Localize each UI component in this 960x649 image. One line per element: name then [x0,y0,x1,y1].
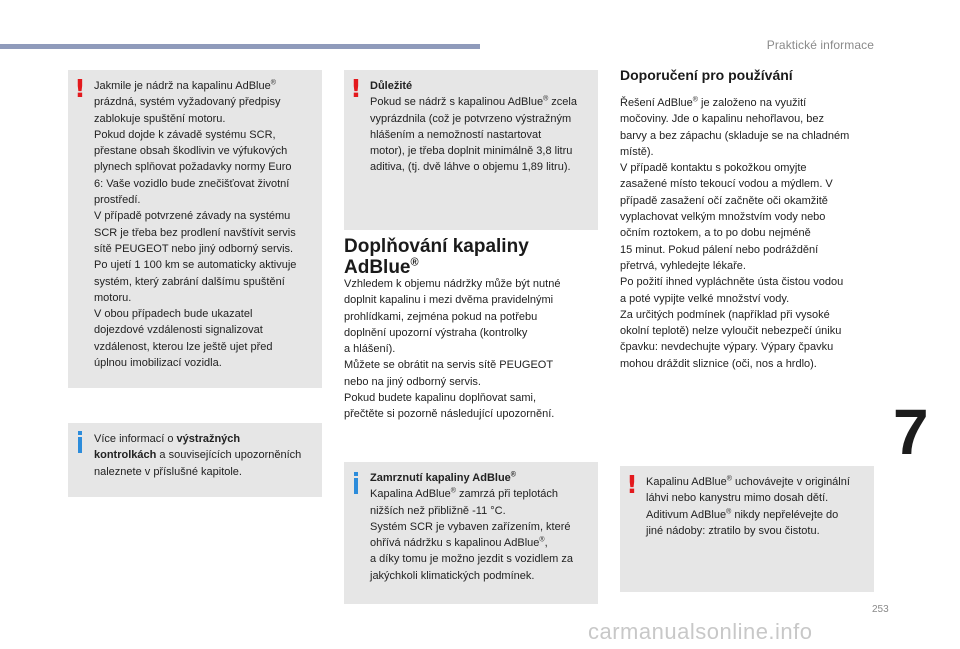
section-heading-recommendations: Doporučení pro používání [620,67,793,83]
warning-line: přestane obsah škodlivin ve výfukových [94,145,288,158]
section-heading-refill: Doplňování kapaliny AdBlue® [344,236,529,278]
warning-icon: ! [350,74,362,103]
body-line: vyplachovat velkým množstvím vody nebo [620,211,826,224]
freeze-line: a díky tomu je možno jezdit s vozidlem za [370,553,573,566]
info-line: Více informací o výstražných [94,433,241,445]
body-line: doplnění upozorní výstraha (kontrolky [344,326,528,339]
body-line: Můžete se obrátit na servis sítě PEUGEOT [344,359,554,372]
body-line: místě). [620,145,654,158]
storage-line: Kapalinu AdBlue® uchovávejte v originální [646,475,850,488]
body-line: 15 minut. Pokud pálení nebo podráždění [620,243,819,256]
freeze-line: jakýchkoli klimatických podmínek. [370,569,535,582]
warning-line: vzdálenost, kterou lze ještě ujet před [94,340,273,353]
warning-line: SCR je třeba bez prodlení navštívit servis [94,226,296,239]
recommendations-body [620,95,882,372]
body-line: zasažené místo tekoucí vodou a mýdlem. V [620,178,833,191]
info-icon [73,431,87,455]
body-line: prohlídkami, zejména pokud na potřebu [344,310,538,323]
warning-icon: ! [626,470,638,499]
info-box-warning-lamps [68,423,322,497]
header-bar [0,44,480,49]
body-line: okolní teplotě) nelze vyloučit nebezpečí úniku [620,325,842,338]
warning-line: 6: Vaše vozidlo bude znečišťovat životní [94,177,290,190]
warning-box-adblue-empty [68,70,322,388]
body-line: močoviny. Jde o kapalinu nehořlavou, bez [620,113,825,126]
important-line: Pokud se nádrž s kapalinou AdBlue® zcela [370,95,577,109]
warning-line: zablokuje spuštění motoru. [94,112,226,125]
info-box-freezing [344,462,598,604]
storage-line: jiné nádoby: ztratilo by svou čistotu. [646,524,820,537]
body-line: Řešení AdBlue® je založeno na využití [620,96,807,109]
warning-line: systém, který zabrání dalšímu spuštění [94,275,285,288]
body-line: případě zasažení očí začněte oči okamžitě [620,194,828,207]
warning-line: Pokud dojde k závadě systému SCR, [94,128,276,141]
important-line: motor), je třeba doplnit minimálně 3,8 litru [370,145,573,158]
important-line: aditiva, (tj. dvě láhve o objemu 1,89 litru). [370,161,571,174]
warning-line: motoru. [94,291,132,304]
body-line: a poté vypijte velké množství vody. [620,292,790,305]
warning-icon: ! [74,74,86,103]
body-line: Po požití ihned vypláchněte ústa čistou vodou [620,276,844,289]
important-line: vyprázdnila (což je potvrzeno výstražným [370,112,572,125]
warning-line: plynech splňovat požadavky normy Euro [94,161,292,174]
body-line: mohou dráždit sliznice (oči, nos a hrdlo). [620,357,817,370]
freeze-line: nižších než přibližně -11 °C. [370,504,506,517]
freeze-line: Systém SCR je vybaven zařízením, které [370,520,571,533]
refill-body [344,276,598,423]
warning-line: Jakmile je nádrž na kapalinu AdBlue® [94,79,276,92]
info-line: kontrolkách a souvisejících upozorněních [94,449,302,462]
body-line: přetrvá, vyhledejte lékaře. [620,259,746,272]
page-number: 253 [872,604,889,615]
warning-line: dojezdové vzdálenosti signalizovat [94,324,263,337]
warning-line: úplnou imobilizací vozidla. [94,357,222,370]
body-line: barvy a bez zápachu (skladuje se na chladném [620,129,850,142]
important-line: hlášením a nemožností nastartovat [370,128,542,141]
important-title: Důležité [370,80,413,92]
body-line: očním roztokem, a to po dobu nejméně [620,227,811,240]
warning-line: sítě PEUGEOT nebo jiný odborný servis. [94,242,294,255]
body-line: Vzhledem k objemu nádržky může být nutné [344,278,561,290]
storage-line: láhvi nebo kanystru mimo dosah dětí. [646,492,829,505]
warning-line: prázdná, systém vyžadovaný předpisy [94,96,281,109]
info-icon [349,472,363,496]
body-line: Za určitých podmínek (například při vysoké [620,308,830,321]
body-line: Pokud budete kapalinu doplňovat sami, [344,392,537,405]
body-line: čpavku: nevdechujte výpary. Výpary čpavku [620,341,834,354]
warning-line: prostředí. [94,194,141,207]
watermark: carmanualsonline.info [588,619,813,644]
warning-line: V obou případech bude ukazatel [94,308,253,321]
warning-box-storage [620,466,874,592]
warning-line: V případě potvrzené závady na systému [94,210,291,223]
freeze-title: Zamrznutí kapaliny AdBlue® [370,471,516,484]
chapter-number: 7 [893,396,929,468]
body-line: a hlášení). [344,343,396,356]
body-line: nebo na jiný odborný servis. [344,375,481,388]
body-line: doplnit kapalinu i mezi dvěma pravidelnými [344,294,554,307]
warning-line: Po ujetí 1 100 km se automaticky aktivuje [94,259,297,272]
freeze-line: Kapalina AdBlue® zamrzá při teplotách [370,487,559,501]
storage-line: Aditivum AdBlue® nikdy nepřelévejte do [646,507,839,521]
warning-box-important [344,70,598,230]
freeze-line: ohřívá nádržku s kapalinou AdBlue®, [370,536,548,550]
section-title: Praktické informace [766,38,874,52]
body-line: přečtěte si pozorně následující upozornění. [344,408,555,421]
body-line: V případě kontaktu s pokožkou omyjte [620,162,807,175]
info-line: naleznete v příslušné kapitole. [94,465,242,478]
